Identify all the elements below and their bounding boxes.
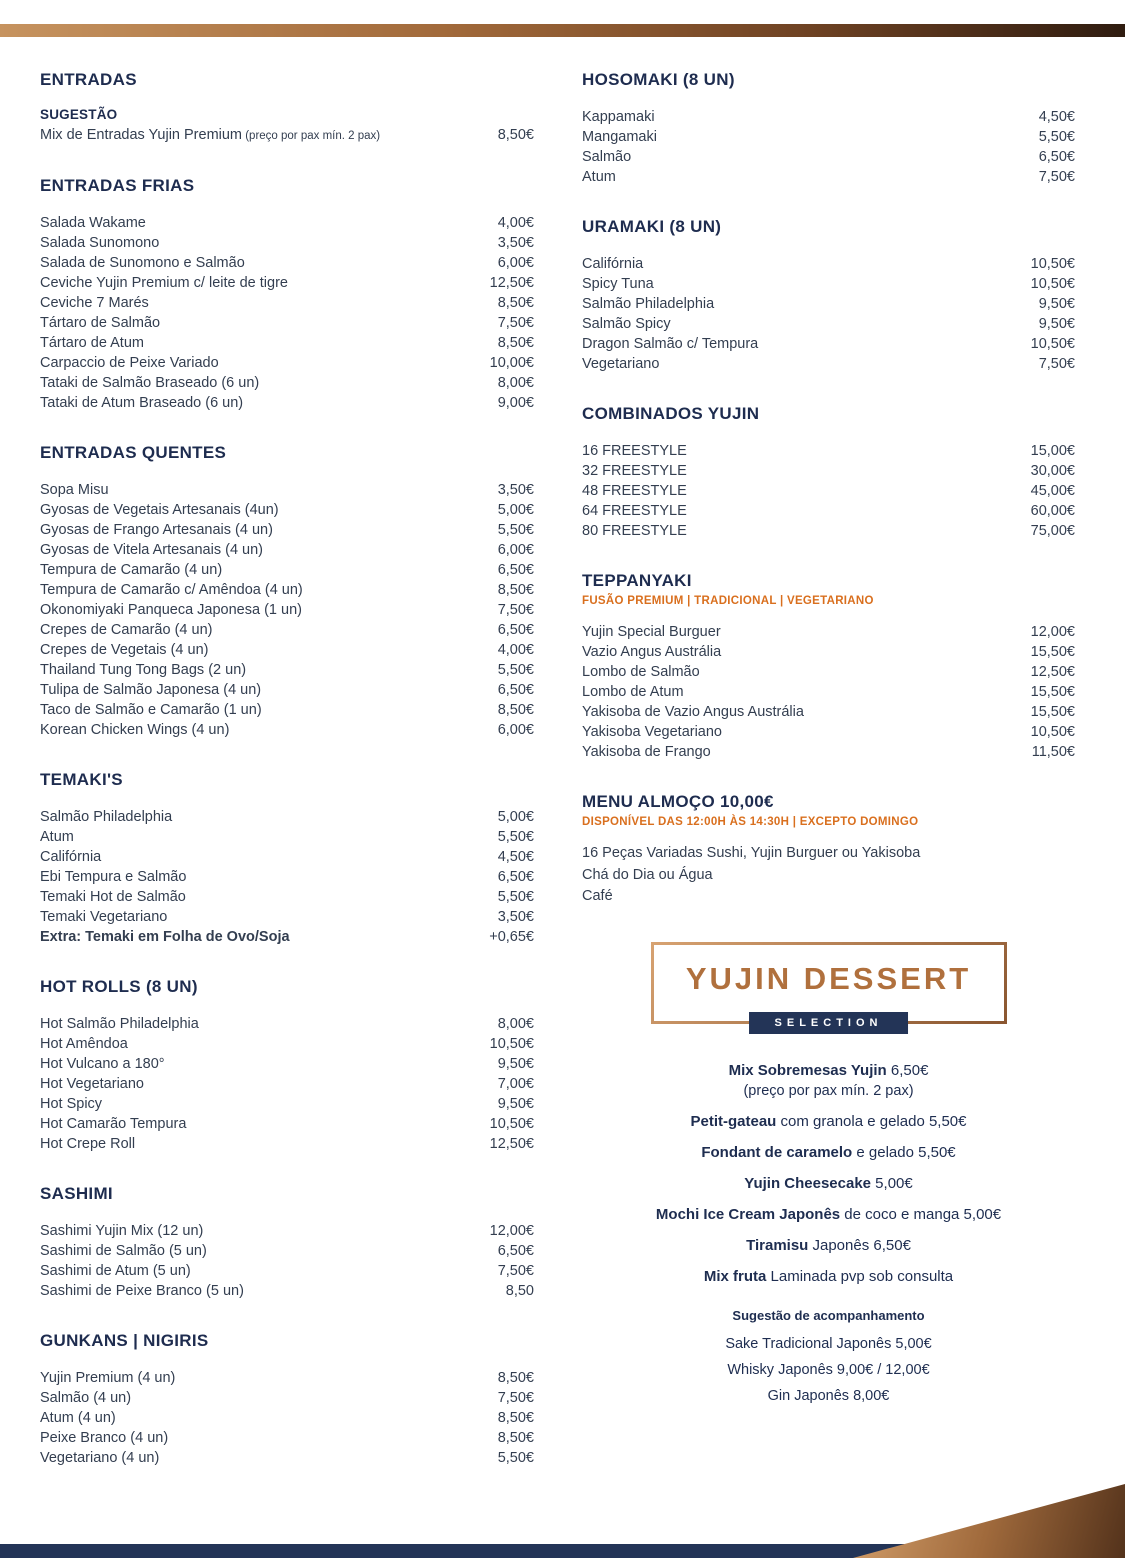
menu-item-row — [40, 253, 534, 273]
menu-item-price: 5,50€ — [497, 829, 534, 845]
menu-item-price: 15,50€ — [1030, 684, 1075, 700]
menu-item-row — [40, 1221, 534, 1241]
menu-item-name: Sashimi Yujin Mix (12 un) — [40, 1223, 204, 1239]
menu-item-price: 3,50€ — [497, 909, 534, 925]
menu-item-name: 64 FREESTYLE — [582, 503, 687, 519]
menu-item-name: Hot Crepe Roll — [40, 1136, 136, 1152]
dessert-entry-subtext: (preço por pax mín. 2 pax) — [743, 1082, 914, 1099]
menu-item-name: Sashimi de Salmão (5 un) — [40, 1243, 207, 1259]
menu-item-name: Tártaro de Salmão — [40, 315, 161, 331]
dessert-entry-name: Mix fruta — [703, 1267, 767, 1285]
dessert-entry-name: Petit-gateau — [690, 1112, 777, 1130]
dessert-entry-name: Yujin Cheesecake — [744, 1174, 872, 1192]
dessert-logo — [651, 942, 1007, 1029]
menu-item-price: 10,50€ — [1030, 724, 1075, 740]
menu-item-price: 15,50€ — [1030, 644, 1075, 660]
menu-item-price: 8,00€ — [497, 375, 534, 391]
menu-column-right — [582, 70, 1075, 1498]
menu-item-name: Ceviche 7 Marés — [40, 295, 149, 311]
menu-item-price: 45,00€ — [1030, 483, 1075, 499]
pairing-lines — [582, 1331, 1075, 1409]
menu-item-name: 16 FREESTYLE — [582, 443, 687, 459]
dessert-entries — [582, 1062, 1075, 1286]
menu-item-price: 4,50€ — [497, 849, 534, 865]
dessert-logo-badge: SELECTION — [749, 1012, 909, 1034]
menu-item-name: Ceviche Yujin Premium c/ leite de tigre — [40, 275, 288, 291]
menu-item-row — [40, 1368, 534, 1388]
menu-item-name: Sopa Misu — [40, 482, 109, 498]
menu-item-row — [40, 273, 534, 293]
menu-item-name: Salada Wakame — [40, 215, 146, 231]
menu-item-price: 9,50€ — [497, 1096, 534, 1112]
menu-item-row — [582, 622, 1075, 642]
menu-item-price: 5,00€ — [497, 809, 534, 825]
menu-item-row — [582, 107, 1075, 127]
menu-item-name: Atum — [40, 829, 74, 845]
menu-item-name: Lombo de Atum — [582, 684, 684, 700]
menu-item-name: Spicy Tuna — [582, 276, 654, 292]
section-heading: ENTRADAS FRIAS — [40, 176, 195, 195]
menu-item-price: 7,50€ — [497, 1263, 534, 1279]
menu-item-name: Sashimi de Peixe Branco (5 un) — [40, 1283, 244, 1299]
menu-item-name: Ebi Tempura e Salmão — [40, 869, 187, 885]
menu-item-row — [582, 254, 1075, 274]
menu-item-name: Vegetariano (4 un) — [40, 1450, 160, 1466]
section-heading: TEPPANYAKI — [582, 571, 692, 590]
menu-item-row — [40, 847, 534, 867]
menu-item-name: Mix de Entradas Yujin Premium (preço por pax mín. 2 pax) — [40, 127, 381, 143]
menu-item-name: Taco de Salmão e Camarão (1 un) — [40, 702, 262, 718]
menu-item-price: 75,00€ — [1030, 523, 1075, 539]
menu-item-name: Hot Amêndoa — [40, 1036, 128, 1052]
menu-item-price: 6,00€ — [497, 542, 534, 558]
menu-item-price: 9,50€ — [497, 1056, 534, 1072]
menu-item-row — [40, 1388, 534, 1408]
menu-item-row — [40, 333, 534, 353]
dessert-entry: Tiramisu Japonês 6,50€ — [746, 1236, 911, 1254]
menu-item-price: 12,00€ — [1030, 624, 1075, 640]
menu-item-price: 4,00€ — [497, 215, 534, 231]
menu-item-price: 7,50€ — [497, 1390, 534, 1406]
menu-item-name: Lombo de Salmão — [582, 664, 700, 680]
menu-item-name: Salada Sunomono — [40, 235, 160, 251]
menu-item-row — [40, 1281, 534, 1301]
menu-item-name: Korean Chicken Wings (4 un) — [40, 722, 230, 738]
menu-item-row — [582, 481, 1075, 501]
menu-item-price: 3,50€ — [497, 482, 534, 498]
menu-item-price: 6,50€ — [1038, 149, 1075, 165]
menu-item-row — [582, 521, 1075, 541]
menu-item-row — [582, 294, 1075, 314]
menu-item-name: Tempura de Camarão (4 un) — [40, 562, 223, 578]
menu-item-name: Dragon Salmão c/ Tempura — [582, 336, 759, 352]
menu-item-name: Tártaro de Atum — [40, 335, 144, 351]
menu-item-name: Hot Spicy — [40, 1096, 103, 1112]
top-accent-bar — [0, 24, 1125, 37]
menu-item-price: 10,50€ — [1030, 276, 1075, 292]
menu-item-row — [40, 1448, 534, 1468]
menu-item-row — [582, 461, 1075, 481]
menu-item-name: Salmão — [582, 149, 632, 165]
menu-item-name: Yakisoba de Frango — [582, 744, 711, 760]
menu-item-price: 8,50€ — [497, 127, 534, 143]
menu-column-right-sections — [582, 70, 1075, 908]
menu-item-price: +0,65€ — [489, 929, 534, 945]
menu-item-price: 8,50€ — [497, 295, 534, 311]
menu-item-row — [40, 720, 534, 740]
menu-section — [40, 1331, 534, 1468]
menu-item-price: 7,50€ — [1038, 356, 1075, 372]
menu-item-price: 10,50€ — [489, 1116, 534, 1132]
dessert-entry: Yujin Cheesecake 5,00€ — [744, 1174, 913, 1192]
menu-item-price: 12,00€ — [489, 1223, 534, 1239]
pairing-line: Sake Tradicional Japonês 5,00€ — [725, 1335, 932, 1352]
menu-item-row — [40, 353, 534, 373]
section-heading: URAMAKI (8 UN) — [582, 217, 722, 236]
menu-item-row — [40, 233, 534, 253]
menu-item-price: 6,50€ — [497, 682, 534, 698]
menu-item-row — [40, 1094, 534, 1114]
menu-section — [582, 792, 1075, 908]
dessert-entry-name: Mochi Ice Cream Japonês — [655, 1205, 841, 1223]
section-accent-line: DISPONÍVEL DAS 12:00H ÀS 14:30H | EXCEPTO DOMINGO — [582, 816, 919, 828]
menu-item-name: Hot Vegetariano — [40, 1076, 144, 1092]
menu-item-row — [40, 660, 534, 680]
menu-item-name: Crepes de Vegetais (4 un) — [40, 642, 209, 658]
menu-item-row — [40, 1114, 534, 1134]
menu-item-row — [40, 313, 534, 333]
menu-item-name: Gyosas de Frango Artesanais (4 un) — [40, 522, 273, 538]
section-heading: GUNKANS | NIGIRIS — [40, 1331, 209, 1350]
menu-item-name: Tempura de Camarão c/ Amêndoa (4 un) — [40, 582, 303, 598]
menu-section — [40, 977, 534, 1154]
menu-item-name: Carpaccio de Peixe Variado — [40, 355, 219, 371]
menu-item-name: Califórnia — [582, 256, 644, 272]
menu-item-row — [582, 662, 1075, 682]
menu-item-row — [40, 1074, 534, 1094]
menu-item-name: Peixe Branco (4 un) — [40, 1430, 169, 1446]
menu-item-price: 5,50€ — [497, 1450, 534, 1466]
menu-item-row — [40, 293, 534, 313]
menu-item-name: Temaki Vegetariano — [40, 909, 168, 925]
menu-item-name: Hot Salmão Philadelphia — [40, 1016, 199, 1032]
menu-item-price: 6,50€ — [497, 622, 534, 638]
menu-section — [582, 571, 1075, 762]
menu-item-name: Extra: Temaki em Folha de Ovo/Soja — [40, 929, 290, 945]
menu-item-price: 10,00€ — [489, 355, 534, 371]
menu-item-row — [40, 373, 534, 393]
section-heading: ENTRADAS QUENTES — [40, 443, 227, 462]
menu-section — [582, 217, 1075, 374]
menu-item-price: 10,50€ — [1030, 336, 1075, 352]
menu-item-row — [582, 167, 1075, 187]
section-heading: TEMAKI'S — [40, 770, 123, 789]
menu-item-row — [40, 1054, 534, 1074]
menu-item-row — [582, 441, 1075, 461]
menu-item-price: 12,50€ — [489, 275, 534, 291]
menu-item-row — [40, 520, 534, 540]
menu-item-row — [40, 213, 534, 233]
menu-item-price: 5,50€ — [497, 522, 534, 538]
menu-section — [582, 70, 1075, 187]
menu-item-price: 6,00€ — [497, 255, 534, 271]
menu-item-name: Salada de Sunomono e Salmão — [40, 255, 245, 271]
dessert-entry-name: Mix Sobremesas Yujin — [728, 1061, 887, 1079]
menu-item-price: 9,50€ — [1038, 296, 1075, 312]
menu-item-price: 11,50€ — [1031, 744, 1075, 760]
dessert-entry: Petit-gateau com granola e gelado 5,50€ — [690, 1112, 967, 1130]
pairing-line: Whisky Japonês 9,00€ / 12,00€ — [727, 1361, 930, 1378]
dessert-logo-title: YUJIN DESSERT — [685, 960, 972, 996]
menu-item-name: Gyosas de Vegetais Artesanais (4un) — [40, 502, 279, 518]
menu-item-price: 6,50€ — [497, 1243, 534, 1259]
menu-item-row — [40, 1241, 534, 1261]
menu-item-price: 8,50€ — [497, 1410, 534, 1426]
menu-section — [40, 1184, 534, 1301]
menu-item-row — [40, 827, 534, 847]
menu-item-row — [40, 927, 534, 947]
dessert-entry: Fondant de caramelo e gelado 5,50€ — [701, 1143, 956, 1161]
menu-item-row — [40, 907, 534, 927]
dessert-entry-name: Tiramisu — [746, 1236, 809, 1254]
menu-item-name: Gyosas de Vitela Artesanais (4 un) — [40, 542, 263, 558]
menu-item-price: 7,00€ — [497, 1076, 534, 1092]
menu-item-name: 48 FREESTYLE — [582, 483, 687, 499]
menu-item-price: 5,50€ — [1038, 129, 1075, 145]
menu-item-price: 7,50€ — [1038, 169, 1075, 185]
menu-item-row — [40, 867, 534, 887]
menu-item-row — [582, 274, 1075, 294]
pairing-line: Gin Japonês 8,00€ — [767, 1387, 890, 1404]
menu-item-price: 8,00€ — [497, 1016, 534, 1032]
menu-item-name: 32 FREESTYLE — [582, 463, 687, 479]
section-heading: COMBINADOS YUJIN — [582, 404, 760, 423]
menu-item-price: 4,50€ — [1038, 109, 1075, 125]
menu-item-name: Yakisoba Vegetariano — [582, 724, 723, 740]
menu-item-price: 6,00€ — [497, 722, 534, 738]
section-accent-line: FUSÃO PREMIUM | TRADICIONAL | VEGETARIANO — [582, 595, 874, 607]
menu-item-name: Okonomiyaki Panqueca Japonesa (1 un) — [40, 602, 302, 618]
menu-item-row — [40, 480, 534, 500]
menu-item-row — [582, 314, 1075, 334]
menu-item-name: Salmão Philadelphia — [40, 809, 173, 825]
menu-item-price: 15,00€ — [1030, 443, 1075, 459]
menu-item-name: Hot Camarão Tempura — [40, 1116, 187, 1132]
menu-item-name: Kappamaki — [582, 109, 655, 125]
menu-item-name: Hot Vulcano a 180° — [40, 1056, 165, 1072]
menu-item-name: Salmão Philadelphia — [582, 296, 715, 312]
menu-item-row — [40, 560, 534, 580]
menu-item-price: 7,50€ — [497, 602, 534, 618]
menu-item-name: Atum — [582, 169, 616, 185]
menu-item-row — [582, 127, 1075, 147]
menu-item-row — [582, 334, 1075, 354]
menu-item-name: Sashimi de Atum (5 un) — [40, 1263, 191, 1279]
menu-item-price: 5,50€ — [497, 889, 534, 905]
menu-section — [40, 70, 534, 146]
menu-item-row — [40, 640, 534, 660]
menu-item-name: Vegetariano — [582, 356, 660, 372]
section-heading: HOT ROLLS (8 UN) — [40, 977, 198, 996]
menu-item-price: 10,50€ — [1030, 256, 1075, 272]
dessert-entry: Mix fruta Laminada pvp sob consulta — [703, 1267, 954, 1285]
menu-item-row — [40, 1261, 534, 1281]
menu-item-price: 30,00€ — [1030, 463, 1075, 479]
menu-text-line: Chá do Dia ou Água — [582, 866, 713, 883]
menu-item-row — [40, 1134, 534, 1154]
menu-text-line: Café — [582, 888, 613, 904]
menu-item-name: Salmão Spicy — [582, 316, 671, 332]
menu-item-price: 5,50€ — [497, 662, 534, 678]
menu-item-row — [40, 887, 534, 907]
menu-item-name: Tataki de Atum Braseado (6 un) — [40, 395, 244, 411]
menu-item-row — [40, 807, 534, 827]
menu-item-name: 80 FREESTYLE — [582, 523, 687, 539]
menu-column-left — [40, 70, 534, 1498]
menu-item-price: 9,50€ — [1038, 316, 1075, 332]
menu-item-row — [40, 700, 534, 720]
section-heading: MENU ALMOÇO 10,00€ — [582, 792, 774, 811]
menu-item-price: 8,50€ — [497, 335, 534, 351]
menu-item-price: 7,50€ — [497, 315, 534, 331]
menu-item-row — [40, 393, 534, 413]
menu-item-name: Vazio Angus Austrália — [582, 644, 722, 660]
menu-item-price: 8,50€ — [497, 582, 534, 598]
menu-item-price: 3,50€ — [497, 235, 534, 251]
menu-item-row — [582, 147, 1075, 167]
menu-item-price: 8,50 — [505, 1283, 534, 1299]
menu-item-row — [40, 540, 534, 560]
section-subheading: SUGESTÃO — [40, 107, 118, 122]
section-heading: ENTRADAS — [40, 70, 137, 89]
menu-item-name: Crepes de Camarão (4 un) — [40, 622, 213, 638]
menu-item-price: 10,50€ — [489, 1036, 534, 1052]
menu-section — [582, 404, 1075, 541]
menu-item-row — [40, 620, 534, 640]
menu-item-name: Califórnia — [40, 849, 102, 865]
menu-section — [40, 770, 534, 947]
section-heading: SASHIMI — [40, 1184, 113, 1203]
menu-item-row — [582, 722, 1075, 742]
dessert-section — [582, 942, 1075, 1409]
menu-item-price: 8,50€ — [497, 1370, 534, 1386]
menu-item-name: Temaki Hot de Salmão — [40, 889, 186, 905]
menu-item-row — [40, 600, 534, 620]
menu-item-price: 12,50€ — [489, 1136, 534, 1152]
menu-item-name: Tulipa de Salmão Japonesa (4 un) — [40, 682, 262, 698]
menu-item-price: 8,50€ — [497, 1430, 534, 1446]
menu-section — [40, 443, 534, 740]
menu-item-row — [582, 501, 1075, 521]
menu-item-name: Thailand Tung Tong Bags (2 un) — [40, 662, 247, 678]
menu-item-price: 8,50€ — [497, 702, 534, 718]
menu-item-row — [40, 1034, 534, 1054]
menu-item-price: 60,00€ — [1030, 503, 1075, 519]
menu-item-row — [582, 642, 1075, 662]
menu-item-row — [582, 682, 1075, 702]
menu-item-price: 6,50€ — [497, 869, 534, 885]
menu-item-price: 4,00€ — [497, 642, 534, 658]
menu-item-name: Salmão (4 un) — [40, 1390, 132, 1406]
pairing-suggestions — [582, 1308, 1075, 1409]
menu-item-name: Yujin Premium (4 un) — [40, 1370, 176, 1386]
menu-item-row — [40, 1408, 534, 1428]
menu-item-row — [582, 354, 1075, 374]
menu-item-row — [40, 125, 534, 146]
menu-item-price: 15,50€ — [1030, 704, 1075, 720]
menu-item-name: Mangamaki — [582, 129, 657, 145]
pairing-title: Sugestão de acompanhamento — [732, 1307, 925, 1323]
menu-item-row — [40, 680, 534, 700]
menu-item-row — [40, 1428, 534, 1448]
menu-item-row — [582, 742, 1075, 762]
dessert-entry: Mochi Ice Cream Japonês de coco e manga 5,00€ — [655, 1205, 1002, 1223]
menu-item-row — [40, 1014, 534, 1034]
menu-section — [40, 176, 534, 413]
menu-item-name: Yakisoba de Vazio Angus Austrália — [582, 704, 804, 720]
menu-item-price: 5,00€ — [497, 502, 534, 518]
menu-item-row — [40, 500, 534, 520]
menu-item-note: (preço por pax mín. 2 pax) — [242, 130, 381, 142]
menu-item-name: Yujin Special Burguer — [582, 624, 721, 640]
menu-item-row — [582, 702, 1075, 722]
menu-item-price: 6,50€ — [497, 562, 534, 578]
menu-item-row — [40, 580, 534, 600]
menu-item-name: Tataki de Salmão Braseado (6 un) — [40, 375, 260, 391]
menu-text-line: 16 Peças Variadas Sushi, Yujin Burguer ou Yakisoba — [582, 845, 921, 861]
dessert-entry: Mix Sobremesas Yujin 6,50€ (preço por pax mín. 2 pax) — [582, 1062, 1075, 1100]
menu-item-name: Atum (4 un) — [40, 1410, 116, 1426]
dessert-entry-name: Fondant de caramelo — [701, 1143, 853, 1161]
menu-item-price: 12,50€ — [1030, 664, 1075, 680]
menu-item-price: 9,00€ — [497, 395, 534, 411]
section-heading: HOSOMAKI (8 UN) — [582, 70, 735, 89]
